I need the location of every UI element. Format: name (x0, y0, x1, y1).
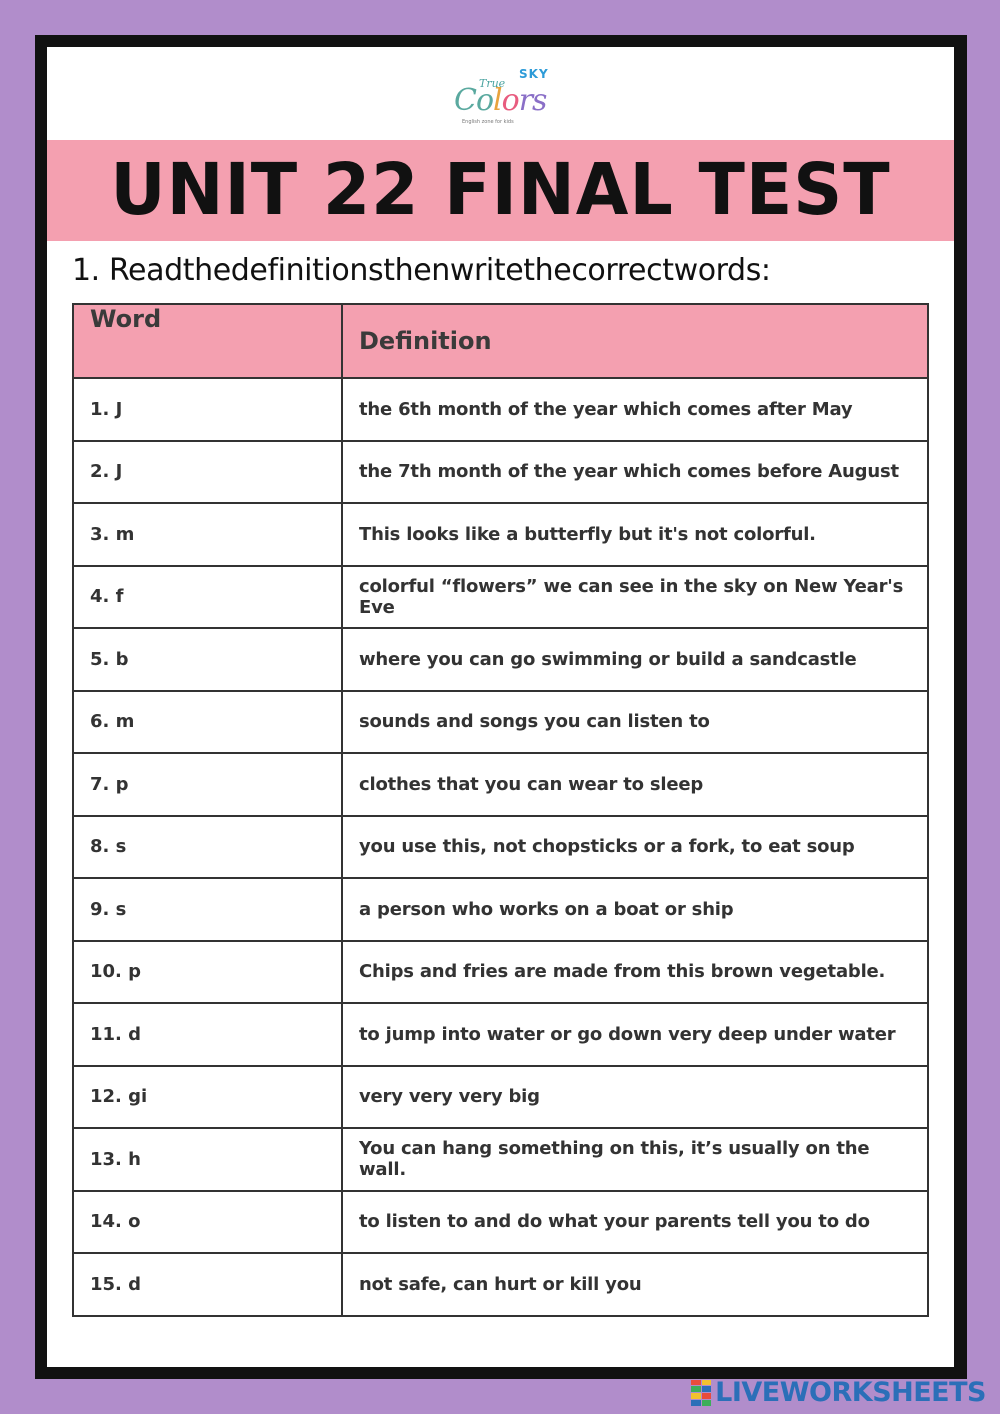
table-row (73, 1066, 928, 1129)
definition-cell: to listen to and do what your parents tell you to do (342, 1191, 928, 1254)
table-row (73, 753, 928, 816)
table-row (73, 1253, 928, 1316)
header-definition: Definition (342, 304, 928, 378)
table-row (73, 878, 928, 941)
definition-cell: sounds and songs you can listen to (342, 691, 928, 754)
table-row (73, 1191, 928, 1254)
definition-cell: not safe, can hurt or kill you (342, 1253, 928, 1316)
definition-cell: You can hang something on this, it’s usually on the wall. (342, 1128, 928, 1191)
definition-cell: Chips and fries are made from this brown vegetable. (342, 941, 928, 1004)
definitions-table (72, 303, 929, 1317)
definition-cell: the 6th month of the year which comes after May (342, 378, 928, 441)
word-cell[interactable]: 12. gi (73, 1066, 342, 1129)
table-row (73, 378, 928, 441)
worksheet (47, 47, 954, 1367)
table-row (73, 816, 928, 879)
liveworksheets-watermark (691, 1377, 986, 1408)
table-row (73, 1128, 928, 1191)
word-cell[interactable]: 7. p (73, 753, 342, 816)
logo-colors-text: Colors (454, 83, 547, 118)
logo (452, 67, 552, 127)
table-row (73, 566, 928, 629)
word-cell[interactable]: 13. h (73, 1128, 342, 1191)
definition-cell: colorful “flowers” we can see in the sky on New Year's Eve (342, 566, 928, 629)
instruction: 1. Readthedefinitionsthenwritethecorrectwords: (72, 253, 771, 288)
table-row (73, 691, 928, 754)
table-row (73, 441, 928, 504)
table-row (73, 628, 928, 691)
watermark-text: LIVEWORKSHEETS (715, 1377, 986, 1408)
definition-cell: This looks like a butterfly but it's not colorful. (342, 503, 928, 566)
page-title: UNIT 22 FINAL TEST (110, 149, 891, 232)
logo-sky-text: SKY (519, 67, 549, 81)
logo-true-text: True (479, 77, 506, 90)
liveworksheets-logo-icon (691, 1380, 711, 1406)
word-cell[interactable]: 9. s (73, 878, 342, 941)
definition-cell: to jump into water or go down very deep under water (342, 1003, 928, 1066)
definition-cell: very very very big (342, 1066, 928, 1129)
word-cell[interactable]: 11. d (73, 1003, 342, 1066)
word-cell[interactable]: 15. d (73, 1253, 342, 1316)
word-cell[interactable]: 4. f (73, 566, 342, 629)
word-cell[interactable]: 8. s (73, 816, 342, 879)
table-header-row (73, 304, 928, 378)
word-cell[interactable]: 6. m (73, 691, 342, 754)
table-row (73, 1003, 928, 1066)
word-cell[interactable]: 14. o (73, 1191, 342, 1254)
definition-cell: clothes that you can wear to sleep (342, 753, 928, 816)
word-cell[interactable]: 10. p (73, 941, 342, 1004)
definition-cell: the 7th month of the year which comes before August (342, 441, 928, 504)
logo-tagline: English zone for kids (462, 119, 514, 125)
header-word: Word (73, 304, 342, 378)
word-cell[interactable]: 1. J (73, 378, 342, 441)
title-banner (47, 140, 954, 241)
table-row (73, 503, 928, 566)
definition-cell: a person who works on a boat or ship (342, 878, 928, 941)
table-row (73, 941, 928, 1004)
word-cell[interactable]: 3. m (73, 503, 342, 566)
word-cell[interactable]: 5. b (73, 628, 342, 691)
definition-cell: where you can go swimming or build a sandcastle (342, 628, 928, 691)
word-cell[interactable]: 2. J (73, 441, 342, 504)
definition-cell: you use this, not chopsticks or a fork, to eat soup (342, 816, 928, 879)
